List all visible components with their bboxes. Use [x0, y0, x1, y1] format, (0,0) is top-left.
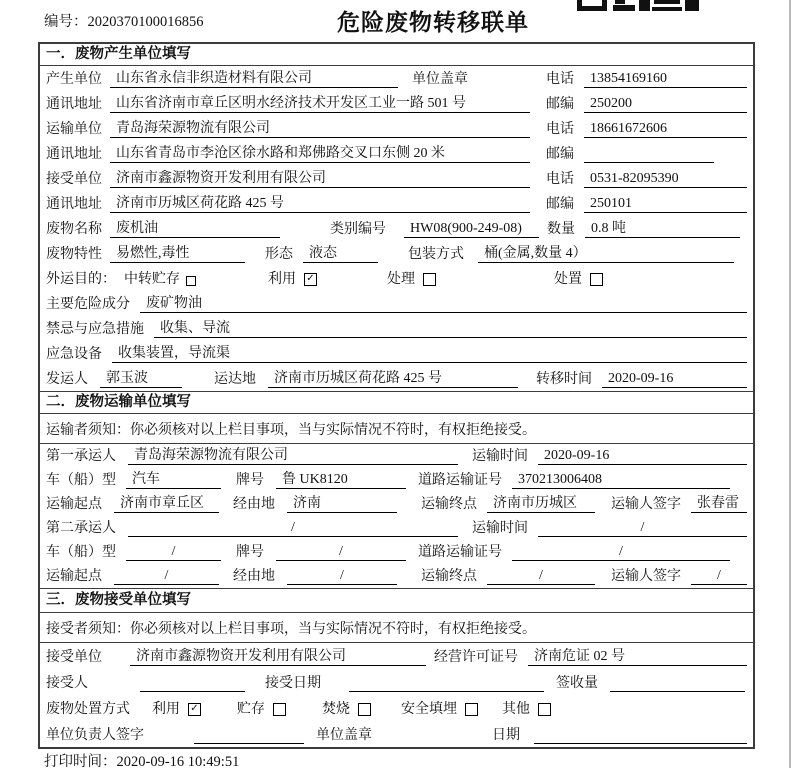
receiver-label: 接受单位 — [46, 172, 102, 187]
disposal-incinerate-checkbox — [358, 703, 371, 716]
form-row — [40, 695, 753, 721]
second-transport-date: / — [538, 520, 747, 537]
form-row — [40, 564, 753, 588]
vehicle-type-label: 车（船）型 — [46, 473, 116, 488]
transfer-date: 2020-09-16 — [602, 371, 747, 388]
transit-storage-group — [124, 268, 196, 288]
origin-label: 运输起点 — [46, 497, 102, 512]
category-code: HW08(900-249-08) — [404, 221, 539, 238]
plate-number: 鲁 UK8120 — [276, 468, 406, 489]
unit-seal-label: 单位盖章 — [316, 728, 372, 743]
date-value — [534, 727, 747, 744]
producer-address: 山东省济南市章丘区明水经济技术开发区工业一路 501 号 — [110, 92, 530, 113]
responsible-signature — [194, 727, 304, 744]
origin-2: / — [114, 568, 219, 585]
manifest-body — [40, 44, 753, 747]
form-row — [40, 643, 753, 669]
qr-block — [639, 0, 650, 11]
category-code-label: 类别编号 — [330, 222, 386, 237]
carrier-sign-label: 运输人签字 — [611, 569, 681, 584]
qr-finder-block — [577, 0, 607, 11]
road-permit-label: 道路运输证号 — [418, 473, 502, 488]
postcode-label: 邮编 — [546, 97, 574, 112]
receiver-postcode: 250101 — [584, 196, 747, 213]
disposal-utilize-group — [152, 698, 201, 718]
form-row — [40, 492, 753, 516]
form-row — [40, 516, 753, 540]
address-label: 通讯地址 — [46, 197, 102, 212]
via-label: 经由地 — [233, 497, 275, 512]
manifest-table — [38, 42, 755, 749]
vehicle-type-label: 车（船）型 — [46, 545, 116, 560]
transporter-address: 山东省青岛市李沧区徐水路和郑佛路交叉口东侧 20 米 — [110, 142, 530, 163]
form-row — [40, 141, 753, 166]
quantity: 0.8 吨 — [585, 217, 740, 238]
form-row — [40, 116, 753, 141]
form-row — [40, 316, 753, 341]
hazard-component: 废矿物油 — [140, 292, 747, 313]
first-transport-date: 2020-09-16 — [538, 448, 747, 465]
utilize-group — [268, 268, 317, 288]
waste-property: 易燃性,毒性 — [110, 242, 245, 263]
utilize-checkbox: ✓ — [304, 273, 317, 286]
serial-label: 编号： — [44, 14, 88, 30]
page-edge-line — [789, 0, 791, 768]
second-carrier: / — [128, 520, 458, 537]
carrier-signature: 张春雷 — [691, 492, 747, 513]
road-permit-label: 道路运输证号 — [418, 545, 502, 560]
receiver-phone: 0531-82095390 — [584, 171, 747, 188]
unit-seal-label: 单位盖章 — [412, 72, 468, 87]
transfer-date-label: 转移时间 — [536, 372, 592, 387]
form-row — [40, 540, 753, 564]
plate-label: 牌号 — [236, 473, 264, 488]
disposal-storage-label: 贮存 — [237, 702, 265, 717]
section-3 — [40, 588, 753, 747]
responsible-sign-label: 单位负责人签字 — [46, 728, 144, 743]
road-permit: 370213006408 — [512, 472, 730, 489]
producer-phone: 13854169160 — [584, 71, 747, 88]
phone-label: 电话 — [546, 122, 574, 137]
form-row — [40, 721, 753, 747]
postcode-label: 邮编 — [546, 147, 574, 162]
via: 济南 — [287, 492, 397, 513]
first-carrier: 青岛海荣源物流有限公司 — [128, 444, 458, 465]
disposal-method-label: 废物处置方式 — [46, 702, 130, 717]
disposal-other-label: 其他 — [502, 702, 530, 717]
emergency-equipment: 收集装置，导流渠 — [112, 342, 747, 363]
disposal-other-group — [502, 698, 551, 718]
transporter-postcode — [584, 146, 714, 163]
disposal-utilize-checkbox: ✓ — [188, 703, 201, 716]
terminal-2: / — [487, 568, 595, 585]
destination-label: 运达地 — [214, 372, 256, 387]
treat-group — [387, 268, 436, 288]
address-label: 通讯地址 — [46, 147, 102, 162]
notice-text: 运输者须知：你必须核对以上栏目事项，当与实际情况不符时，有权拒绝接受。 — [40, 414, 753, 444]
road-permit-2: / — [512, 544, 730, 561]
disposal-landfill-label: 安全填埋 — [401, 702, 457, 717]
disposal-incinerate-group — [322, 698, 371, 718]
carrier-signature-2: / — [691, 568, 747, 585]
form-row — [40, 166, 753, 191]
section-2 — [40, 391, 753, 588]
quantity-label: 数量 — [547, 222, 575, 237]
received-qty-label: 签收量 — [556, 676, 598, 691]
plate-label: 牌号 — [236, 545, 264, 560]
origin: 济南市章丘区 — [114, 492, 219, 513]
producer-unit-label: 产生单位 — [46, 72, 102, 87]
packaging: 桶(金属,数量 4） — [478, 242, 734, 263]
form-row — [40, 66, 753, 91]
transporter-unit: 青岛海荣源物流有限公司 — [110, 117, 530, 138]
form-row — [40, 366, 753, 391]
form-row — [40, 216, 753, 241]
address-label: 通讯地址 — [46, 97, 102, 112]
form-label: 形态 — [265, 247, 293, 262]
dispose-group — [554, 268, 603, 288]
via-2: / — [287, 568, 397, 585]
license-label: 经营许可证号 — [434, 650, 518, 665]
transport-date-label: 运输时间 — [472, 449, 528, 464]
consignor: 郭玉波 — [100, 367, 182, 388]
qr-block — [652, 7, 682, 11]
transfer-purpose-label: 外运目的： — [46, 272, 116, 287]
vehicle-type-2: / — [126, 544, 221, 561]
receiver-address: 济南市历城区荷花路 425 号 — [110, 192, 530, 213]
receive-unit-label: 接受单位 — [46, 650, 102, 665]
form-row — [40, 91, 753, 116]
waste-name-label: 废物名称 — [46, 222, 102, 237]
license-number: 济南危证 02 号 — [528, 645, 747, 666]
emergency-measures: 收集、导流 — [154, 317, 747, 338]
form-row — [40, 468, 753, 492]
form-row — [40, 191, 753, 216]
form-row — [40, 669, 753, 695]
receiver-person-label: 接受人 — [46, 676, 88, 691]
qr-block — [654, 0, 680, 4]
transporter-phone: 18661672606 — [584, 121, 747, 138]
page-title: 危险废物转移联单 — [337, 10, 529, 35]
form-row — [40, 341, 753, 366]
transit-storage-label: 中转贮存 — [124, 272, 180, 287]
hazard-component-label: 主要危险成分 — [46, 297, 130, 312]
notice-text: 接受者须知：你必须核对以上栏目事项，当与实际情况不符时，有权拒绝接受。 — [40, 613, 753, 643]
waste-name: 废机油 — [110, 217, 280, 238]
emergency-measures-label: 禁忌与应急措施 — [46, 322, 144, 337]
transport-date-label: 运输时间 — [472, 521, 528, 536]
consignor-label: 发运人 — [46, 372, 88, 387]
date-label: 日期 — [492, 728, 520, 743]
waste-form: 液态 — [303, 242, 378, 263]
disposal-other-checkbox — [538, 703, 551, 716]
qr-code-fragment — [577, 0, 701, 12]
transporter-label: 运输单位 — [46, 122, 102, 137]
transit-storage-checkbox — [186, 276, 196, 286]
emergency-equipment-label: 应急设备 — [46, 347, 102, 362]
disposal-storage-checkbox — [273, 703, 286, 716]
terminal-label: 运输终点 — [421, 497, 477, 512]
second-carrier-label: 第二承运人 — [46, 521, 116, 536]
disposal-landfill-group — [401, 698, 478, 718]
utilize-label: 利用 — [268, 272, 296, 287]
print-time-value: 2020-09-16 10:49:51 — [116, 754, 240, 768]
producer-unit: 山东省永信非织造材料有限公司 — [110, 67, 398, 88]
dispose-checkbox — [590, 273, 603, 286]
postcode-label: 邮编 — [546, 197, 574, 212]
qr-block — [615, 0, 625, 4]
disposal-incinerate-label: 焚烧 — [322, 702, 350, 717]
receive-date-label: 接受日期 — [265, 676, 321, 691]
receiver-unit: 济南市鑫源物资开发利用有限公司 — [110, 167, 530, 188]
section-header: 三．废物接受单位填写 — [40, 588, 753, 613]
qr-block — [613, 5, 635, 11]
disposal-utilize-label: 利用 — [152, 702, 180, 717]
phone-label: 电话 — [546, 172, 574, 187]
section-header: 二．废物运输单位填写 — [40, 391, 753, 414]
form-row — [40, 291, 753, 316]
plate-number-2: / — [276, 544, 406, 561]
origin-label: 运输起点 — [46, 569, 102, 584]
qr-block — [685, 0, 699, 11]
receiver-person — [140, 675, 245, 692]
disposal-storage-group — [237, 698, 286, 718]
terminal-label: 运输终点 — [421, 569, 477, 584]
terminal: 济南市历城区 — [487, 492, 595, 513]
form-row — [40, 241, 753, 266]
receive-unit: 济南市鑫源物资开发利用有限公司 — [130, 645, 426, 666]
section-1 — [40, 44, 753, 391]
section-header: 一．废物产生单位填写 — [40, 44, 753, 66]
print-time-label: 打印时间： — [44, 754, 117, 768]
form-row — [40, 444, 753, 468]
producer-postcode: 250200 — [584, 96, 747, 113]
print-time — [44, 750, 239, 768]
phone-label: 电话 — [546, 72, 574, 87]
first-carrier-label: 第一承运人 — [46, 449, 116, 464]
disposal-landfill-checkbox — [465, 703, 478, 716]
treat-checkbox — [423, 273, 436, 286]
received-qty — [610, 675, 745, 692]
packaging-label: 包装方式 — [408, 247, 464, 262]
via-label: 经由地 — [233, 569, 275, 584]
destination: 济南市历城区荷花路 425 号 — [268, 367, 518, 388]
dispose-label: 处置 — [554, 272, 582, 287]
vehicle-type: 汽车 — [126, 468, 221, 489]
carrier-sign-label: 运输人签字 — [611, 497, 681, 512]
waste-property-label: 废物特性 — [46, 247, 102, 262]
receive-date — [349, 675, 544, 692]
treat-label: 处理 — [387, 272, 415, 287]
form-row — [40, 266, 753, 291]
serial-value: 2020370100016856 — [87, 14, 204, 30]
